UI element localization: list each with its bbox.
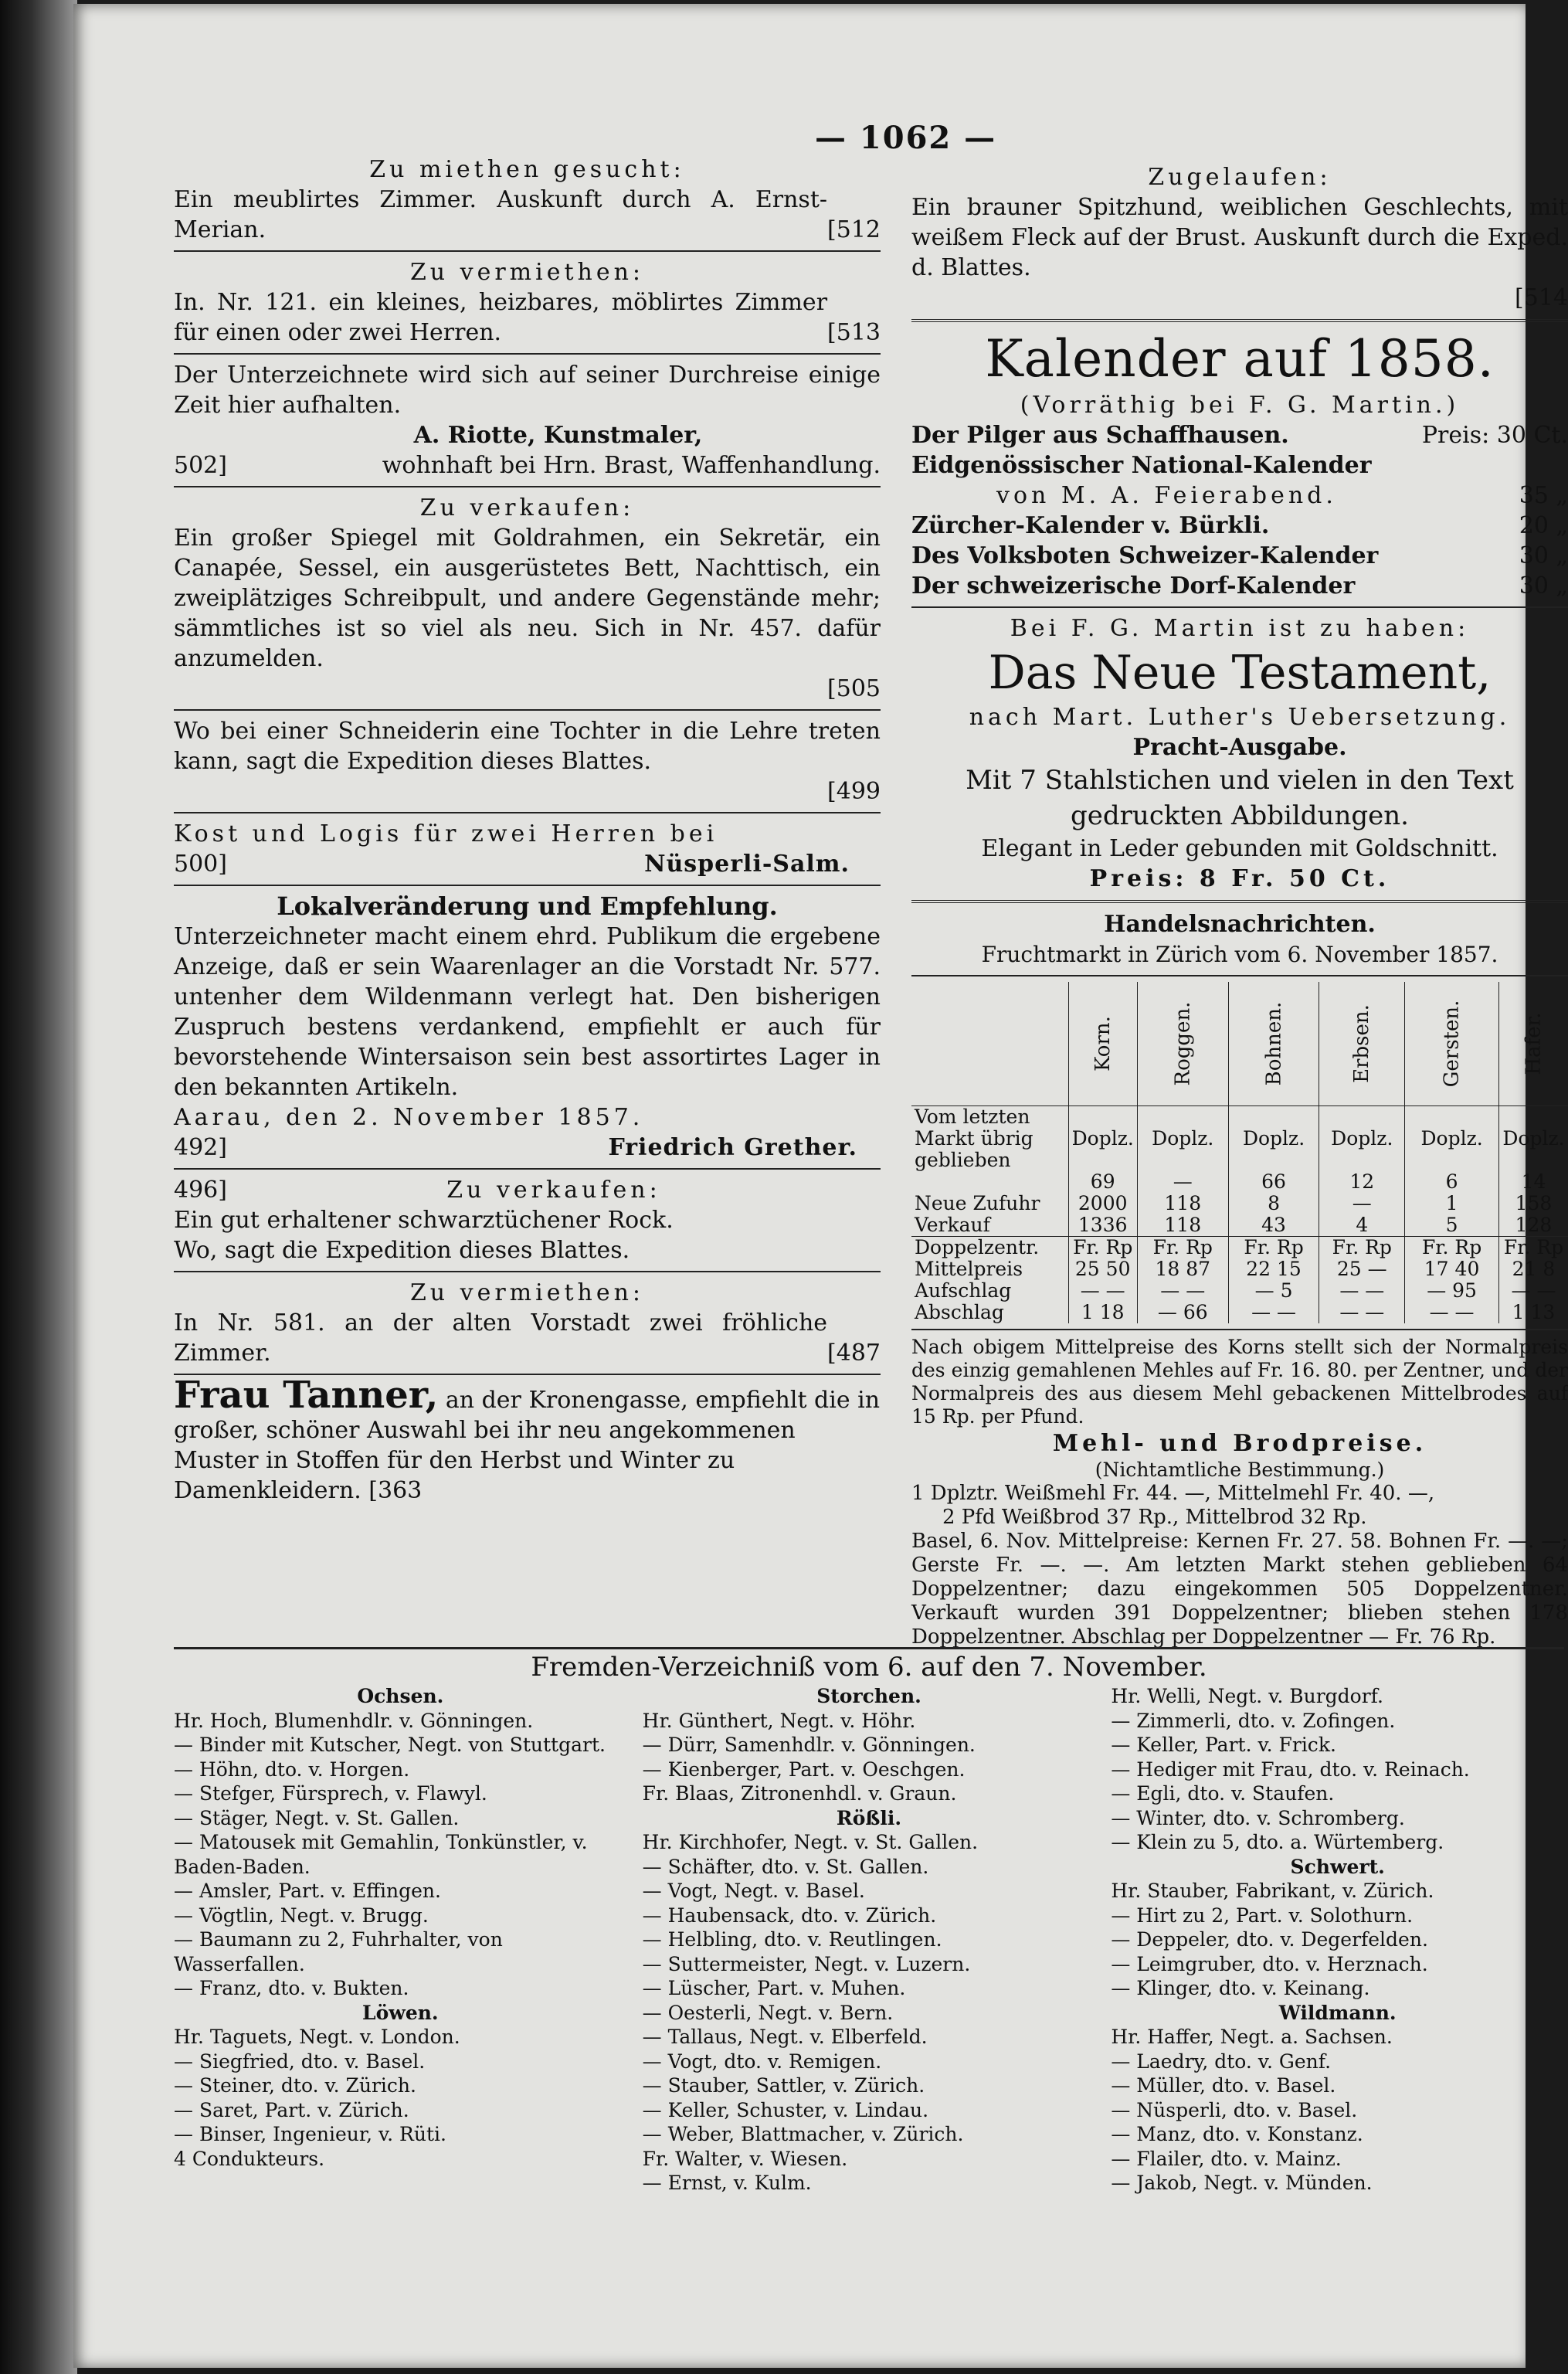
table-row: Mittelpreis 25 50 18 87 22 15 25 — 17 40 21 8: [911, 1258, 1568, 1280]
divider: [911, 319, 1568, 322]
ad-heading: Zu vermiethen:: [409, 1279, 645, 1306]
divider: [911, 975, 1568, 976]
testament-line: nach Mart. Luther's Uebersetzung.: [969, 704, 1511, 731]
divider: [911, 1329, 1568, 1330]
ad-text: Ein gut erhaltener schwarztüchener Rock.: [174, 1207, 674, 1234]
ad-heading: Zu verkaufen:: [419, 494, 635, 521]
ad-riotte: [174, 360, 881, 481]
hotel-heading: Löwen.: [362, 2001, 439, 2024]
divider: [174, 353, 881, 355]
guest-entry: — Suttermeister, Negt. v. Luzern.: [642, 1952, 971, 1975]
guest-entry: Hr. Taguets, Negt. v. London.: [174, 2026, 460, 2048]
ad-ref: [512: [827, 216, 881, 243]
table-row: Neue Zufuhr 2000 118 8 — 1 158: [911, 1193, 1568, 1214]
ad-zugelaufen: [911, 162, 1568, 313]
ad-text: Ein brauner Spitzhund, weiblichen Geschlechts, mit weißem Fleck auf der Brust. Auskunft durch die Exped. d. Blattes.: [911, 194, 1568, 281]
ad-ref: [499: [827, 778, 881, 805]
guest-entry: — Dürr, Samenhdlr. v. Gönningen.: [642, 1734, 976, 1756]
left-column: [174, 155, 881, 1506]
guest-entry: — Weber, Blattmacher, v. Zürich.: [642, 2123, 964, 2145]
testament-intro: Bei F. G. Martin ist zu haben:: [1010, 615, 1470, 642]
kalender-item: Zürcher-Kalender v. Bürkli.: [911, 512, 1270, 539]
kalender-subtitle: (Vorräthig bei F. G. Martin.): [1020, 392, 1460, 419]
hotel-heading: Storchen.: [816, 1685, 921, 1707]
ad-kost-logis: [174, 819, 881, 879]
guest-entry: Hr. Haffer, Negt. a. Sachsen.: [1111, 2026, 1393, 2048]
guest-entry: — Vogt, dto. v. Remigen.: [642, 2050, 882, 2073]
guest-entry: — Hirt zu 2, Part. v. Solothurn.: [1111, 1904, 1414, 1927]
guest-entry: — Müller, dto. v. Basel.: [1111, 2074, 1336, 2097]
ad-kalender: [911, 328, 1568, 601]
guest-entry: — Keller, Schuster, v. Lindau.: [642, 2098, 929, 2121]
ad-testament: [911, 613, 1568, 894]
guest-entry: 4 Condukteurs.: [174, 2147, 325, 2170]
guest-entry: — Zimmerli, dto. v. Zofingen.: [1111, 1709, 1396, 1732]
fremden-column: [643, 1684, 1096, 2196]
guest-entry: — Egli, dto. v. Staufen.: [1111, 1782, 1335, 1805]
ad-text: Ein großer Spiegel mit Goldrahmen, ein Sekretär, ein Canapée, Sessel, ein ausgerüstetes Bett, Nachttisch, ein zweiplätziges Schreibpult, und andere Gegenstände mehr; sämmtliches ist so viel als neu. Sich in Nr. 457. dafür anzumelden.: [174, 525, 881, 672]
mehl-sub: (Nichtamtliche Bestimmung.): [1095, 1459, 1385, 1481]
guest-entry: — Binser, Ingenieur, v. Rüti.: [174, 2123, 446, 2145]
table-col-header: Korn.: [1068, 982, 1137, 1106]
guest-entry: — Schäfter, dto. v. St. Gallen.: [642, 1855, 929, 1878]
guest-entry: — Helbling, dto. v. Reutlingen.: [642, 1928, 942, 1951]
guest-entry: Hr. Kirchhofer, Negt. v. St. Gallen.: [642, 1831, 979, 1853]
ad-text: Der Unterzeichnete wird sich auf seiner Durchreise einige Zeit hier aufhalten.: [174, 362, 881, 419]
ad-ref: 492]: [174, 1134, 227, 1161]
ad-zu-verkaufen-moebel: [174, 493, 881, 704]
guest-entry: — Tallaus, Negt. v. Elberfeld.: [642, 2026, 928, 2048]
guest-entry: — Keller, Part. v. Frick.: [1111, 1734, 1336, 1756]
guest-entry: — Binder mit Kutscher, Negt. von Stuttgart.: [174, 1734, 606, 1756]
divider: [174, 1647, 1564, 1649]
table-col-header: Roggen.: [1137, 982, 1228, 1106]
ad-ref: [514: [1515, 284, 1568, 311]
fremden-column: [174, 1684, 627, 2196]
ad-title: Frau Tanner,: [174, 1374, 439, 1417]
ad-ref: 500]: [174, 851, 227, 878]
testament-line: Mit 7 Stahlstichen und vielen in den Text gedruckten Abbildungen.: [966, 765, 1514, 831]
guest-entry: — Oesterli, Negt. v. Bern.: [642, 2001, 894, 2024]
guest-entry: — Haubensack, dto. v. Zürich.: [642, 1904, 937, 1927]
ad-text: In Nr. 581. an der alten Vorstadt zwei fröhliche Zimmer.: [174, 1309, 828, 1367]
fremden-column: [1111, 1684, 1564, 2196]
hotel-heading: Rößli.: [836, 1806, 902, 1829]
mehl-heading: Mehl- und Brodpreise.: [1052, 1430, 1427, 1457]
book-binding: [0, 0, 77, 2374]
divider: [174, 1168, 881, 1170]
ad-text: Ein meublirtes Zimmer. Auskunft durch A. Ernst-Merian.: [174, 186, 828, 243]
ad-text: Wo, sagt die Expedition dieses Blattes.: [174, 1237, 630, 1264]
guest-entry: — Siegfried, dto. v. Basel.: [174, 2050, 426, 2073]
table-corner: [911, 982, 1068, 1106]
table-row: 69 — 66 12 6 14: [911, 1171, 1568, 1193]
guest-entry: — Vogt, Negt. v. Basel.: [642, 1880, 865, 1902]
guest-entry: — Laedry, dto. v. Genf.: [1111, 2050, 1332, 2073]
mehl-line: 2 Pfd Weißbrod 37 Rp., Mittelbrod 32 Rp.: [942, 1506, 1367, 1529]
kalender-price: 30 „: [1519, 572, 1568, 599]
kalender-price: 20 „: [1519, 512, 1568, 539]
kalender-item: von M. A. Feierabend.: [996, 482, 1337, 509]
handelsnachrichten: [911, 909, 1568, 1649]
table-col-header: Erbsen.: [1319, 982, 1405, 1106]
fruchtmarkt-table: [911, 982, 1568, 1323]
guest-entry: Fr. Walter, v. Wiesen.: [642, 2147, 848, 2170]
ad-place-date: Aarau, den 2. November 1857.: [174, 1104, 644, 1131]
ad-ref: [363: [368, 1477, 423, 1504]
guest-entry: — Franz, dto. v. Bukten.: [174, 1977, 409, 1999]
guest-entry: Hr. Günthert, Negt. v. Höhr.: [642, 1709, 916, 1732]
guest-entry: Hr. Welli, Negt. v. Burgdorf.: [1111, 1685, 1383, 1707]
divider: [174, 486, 881, 487]
ad-signature: A. Riotte, Kunstmaler,: [413, 422, 703, 449]
handel-heading: Handelsnachrichten.: [1104, 911, 1376, 938]
table-col-header: Bohnen.: [1228, 982, 1319, 1106]
kalender-price: 30 „: [1519, 542, 1568, 569]
divider: [174, 250, 881, 252]
guest-entry: — Vögtlin, Negt. v. Brugg.: [174, 1904, 429, 1927]
guest-entry: — Klein zu 5, dto. a. Würtemberg.: [1111, 1831, 1444, 1853]
ad-text: Unterzeichneter macht einem ehrd. Publikum die ergebene Anzeige, daß er sein Waarenlager an die Vorstadt Nr. 577. untenher dem Wildenmann verlegt hat. Den bisherigen Zuspruch bestens verdankend, empfiehlt er auch für bevorstehende Wintersaison sein best assortirtes Lager in den bekannten Artikeln.: [174, 923, 881, 1101]
ad-text: Kost und Logis für zwei Herren bei: [174, 820, 718, 847]
ad-heading: Zu vermiethen:: [409, 259, 645, 286]
hotel-heading: Ochsen.: [357, 1685, 444, 1707]
guest-entry: — Manz, dto. v. Konstanz.: [1111, 2123, 1363, 2145]
kalender-item: Eidgenössischer National-Kalender: [911, 452, 1372, 479]
table-row: Abschlag 1 18 — 66 — — — — — — 1 13: [911, 1302, 1568, 1323]
guest-entry: Hr. Stauber, Fabrikant, v. Zürich.: [1111, 1880, 1434, 1902]
testament-line: Elegant in Leder gebunden mit Goldschnitt.: [981, 835, 1498, 862]
guest-entry: — Amsler, Part. v. Effingen.: [174, 1880, 441, 1902]
newspaper-page: [73, 4, 1568, 2368]
mehl-line: 1 Dplztr. Weißmehl Fr. 44. —, Mittelmehl Fr. 40. —,: [911, 1482, 1435, 1505]
divider: [174, 885, 881, 886]
ad-heading: Lokalveränderung und Empfehlung.: [277, 892, 778, 921]
guest-entry: — Stauber, Sattler, v. Zürich.: [642, 2074, 925, 2097]
guest-entry: — Lüscher, Part. v. Muhen.: [642, 1977, 906, 1999]
basel-report: Basel, 6. Nov. Mittelpreise: Kernen Fr. 27. 58. Bohnen Fr. —. —; Gerste Fr. —. —. Am letzten Markt stehen geblieben 64 Doppelzentner; dazu eingekommen 505 Doppelzentner. Verkauft wurden 391 Doppelzentner; blieben stehen 178 Doppelzentner. Abschlag per Doppelzentner — Fr. 76 Rp.: [911, 1530, 1568, 1649]
kalender-price: 35 „: [1519, 482, 1568, 509]
hotel-heading: Wildmann.: [1278, 2001, 1397, 2024]
table-col-header: Gersten.: [1405, 982, 1499, 1106]
kalender-item: Des Volksboten Schweizer-Kalender: [911, 542, 1379, 569]
kalender-title: Kalender auf 1858.: [985, 329, 1495, 389]
testament-title: Das Neue Testament,: [988, 646, 1492, 700]
divider: [911, 606, 1568, 608]
table-row: Vom letzten Markt übrig geblieben Doplz. Doplz. Doplz. Doplz. Doplz. Doplz.: [911, 1106, 1568, 1172]
ad-zu-miethen-gesucht: [174, 155, 881, 245]
ad-frau-tanner: [174, 1374, 881, 1506]
hotel-heading: Schwert.: [1290, 1855, 1385, 1878]
ad-schneiderin: [174, 716, 881, 807]
divider: [174, 812, 881, 813]
divider: [911, 900, 1568, 903]
divider: [174, 709, 881, 711]
kalender-item: Der schweizerische Dorf-Kalender: [911, 572, 1356, 599]
ad-ref: 496]: [174, 1177, 227, 1204]
ad-zimmer-581: [174, 1278, 881, 1368]
ad-text: an der Kronengasse, empfiehlt die in großer, schöner Auswahl bei ihr neu angekommenen Muster in Stoffen für den Herbst und Winter zu Damenkleidern.: [174, 1387, 881, 1504]
testament-line: Pracht-Ausgabe.: [1132, 734, 1347, 761]
guest-entry: Fr. Blaas, Zitronenhdl. v. Graun.: [642, 1782, 957, 1805]
fremden-verzeichnis: [174, 1642, 1564, 2196]
ad-signature: Nüsperli-Salm.: [644, 851, 850, 878]
guest-entry: — Kienberger, Part. v. Oeschgen.: [642, 1758, 966, 1781]
ad-heading: Zu verkaufen:: [446, 1177, 661, 1204]
guest-entry: — Saret, Part. v. Zürich.: [174, 2098, 409, 2121]
ad-ref: 502]: [174, 452, 227, 479]
guest-entry: — Jakob, Negt. v. Münden.: [1111, 2172, 1373, 2194]
ad-text: In. Nr. 121. ein kleines, heizbares, möblirtes Zimmer für einen oder zwei Herren.: [174, 289, 828, 346]
testament-price: Preis: 8 Fr. 50 Ct.: [1089, 865, 1390, 892]
right-column: [911, 162, 1568, 1649]
ad-address: wohnhaft bei Hrn. Brast, Waffenhandlung.: [382, 452, 881, 479]
guest-entry: Hr. Hoch, Blumenhdlr. v. Gönningen.: [174, 1709, 534, 1732]
ad-rock: [174, 1175, 881, 1265]
ad-ref: [513: [827, 319, 881, 346]
handel-note: Nach obigem Mittelpreise des Korns stellt sich der Normalpreis des einzig gemahlenen Mehles auf Fr. 16. 80. per Zentner, und der Normalpreis des aus diesem Mehl gebackenen Mittelbrodes auf 15 Rp. per Pfund.: [911, 1336, 1568, 1428]
table-row: Verkauf 1336 118 43 4 5 128: [911, 1214, 1568, 1237]
table-row: Doppelzentr. Fr. Rp Fr. Rp Fr. Rp Fr. Rp Fr. Rp Fr. Rp: [911, 1237, 1568, 1259]
kalender-price: Preis: 30 Ct.: [1421, 422, 1568, 449]
guest-entry: — Ernst, v. Kulm.: [642, 2172, 812, 2194]
handel-subheading: Fruchtmarkt in Zürich vom 6. November 1857.: [981, 942, 1498, 967]
guest-entry: — Klinger, dto. v. Keinang.: [1111, 1977, 1370, 1999]
guest-entry: — Deppeler, dto. v. Degerfelden.: [1111, 1928, 1428, 1951]
guest-entry: — Leimgruber, dto. v. Herznach.: [1111, 1952, 1428, 1975]
guest-entry: — Baumann zu 2, Fuhrhalter, von Wasserfallen.: [174, 1928, 503, 1975]
guest-entry: — Stefger, Fürsprech, v. Flawyl.: [174, 1782, 487, 1805]
page-number: — 1062 —: [815, 120, 997, 156]
guest-entry: — Matousek mit Gemahlin, Tonkünstler, v. Baden-Baden.: [174, 1831, 588, 1878]
ad-signature: Friedrich Grether.: [608, 1134, 857, 1161]
kalender-item: Der Pilger aus Schaffhausen.: [911, 422, 1289, 449]
guest-entry: — Winter, dto. v. Schromberg.: [1111, 1806, 1405, 1829]
fremden-title: Fremden-Verzeichniß vom 6. auf den 7. November.: [531, 1652, 1207, 1683]
guest-entry: — Steiner, dto. v. Zürich.: [174, 2074, 416, 2097]
ad-ref: [487: [827, 1340, 881, 1367]
guest-entry: — Flailer, dto. v. Mainz.: [1111, 2147, 1342, 2170]
table-row: Aufschlag — — — — — 5 — — — 95 — —: [911, 1280, 1568, 1302]
guest-entry: — Nüsperli, dto. v. Basel.: [1111, 2098, 1358, 2121]
guest-entry: — Hediger mit Frau, dto. v. Reinach.: [1111, 1758, 1470, 1781]
guest-entry: — Stäger, Negt. v. St. Gallen.: [174, 1806, 460, 1829]
guest-entry: — Höhn, dto. v. Horgen.: [174, 1758, 410, 1781]
ad-zu-vermiethen: [174, 257, 881, 348]
divider: [174, 1271, 881, 1272]
ad-heading: Zu miethen gesucht:: [369, 156, 685, 183]
ad-heading: Zugelaufen:: [1148, 164, 1332, 191]
ad-ref: [505: [827, 675, 881, 702]
ad-text: Wo bei einer Schneiderin eine Tochter in die Lehre treten kann, sagt die Expedition dieses Blattes.: [174, 718, 881, 775]
table-col-header: Hafer.: [1498, 982, 1568, 1106]
ad-grether: [174, 892, 881, 1163]
